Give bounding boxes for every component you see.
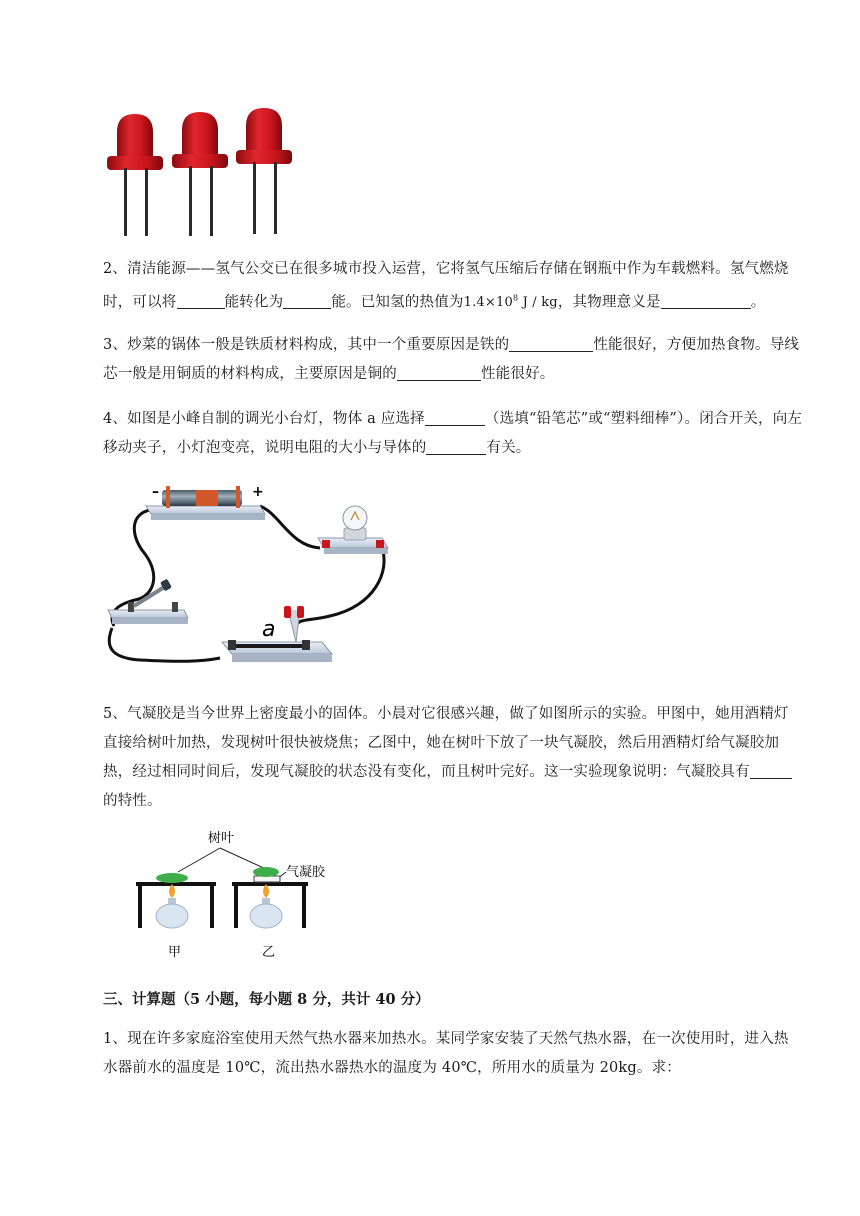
dimmer-board [222, 640, 332, 662]
red-led-icon [107, 114, 163, 236]
circuit-figure [100, 476, 400, 682]
stand-jia [136, 873, 216, 928]
aerogel-label: 气凝胶 [286, 865, 326, 880]
red-led-icon [172, 112, 228, 236]
question-5: 5、气凝胶是当今世界上密度最小的固体。小晨对它很感兴趣，做了如图所示的实验。甲图中，她用酒精灯直接给树叶加热，发现树叶很快被烧焦；乙图中，她在树叶下放了一块气凝胶，然后用酒精灯给气凝胶加热，经过相同时间后，发现气凝胶的状态没有变化，而且树叶完好。这一实验现象说明：气凝胶具有的特性。 [103, 700, 803, 816]
section-3-title: 三、计算题（5 小题，每小题 8 分，共计 40 分） [103, 991, 430, 1008]
leaf-label: 树叶 [208, 831, 235, 846]
flame-icon [263, 884, 269, 898]
question-4: 4、如图是小峰自制的调光小台灯，物体 a 应选择 （选填“铅笔芯”或“塑料细棒”）。闭合开关，向左移动夹子，小灯泡变亮，说明电阻的大小与导体的 有关。 [103, 405, 803, 463]
question-3: 3、炒菜的锅体一般是铁质材料构成，其中一个重要原因是铁的 性能很好，方便加热食物。导线芯一般是用铜质的材料构成，主要原因是铜的 性能很好。 [103, 331, 803, 389]
flame-icon [169, 884, 175, 898]
leaf-icon [253, 867, 279, 877]
aerogel-figure [130, 826, 360, 964]
leaf-icon [156, 873, 188, 883]
calc-question-1: 1、现在许多家庭浴室使用天然气热水器来加热水。某同学家安装了天然气热水器，在一次使用时，进入热水器前水的温度是 10℃，流出热水器热水的温度为 40℃，所用水的质量为 20kg。求： [103, 1031, 789, 1076]
led-figure [100, 104, 300, 238]
lamp-icon [156, 904, 188, 928]
object-a-label: a [262, 617, 276, 642]
battery-minus-label: – [152, 484, 159, 500]
yi-label: 乙 [262, 945, 276, 960]
battery-icon [146, 486, 265, 520]
question-2: 2、清洁能源——氢气公交已在很多城市投入运营，它将氢气压缩后存储在钢瓶中作为车载燃料。氢气燃烧时，可以将 能转化为 能。已知氢的热值为$1.4\times 10^8$ J / kg，其物理意义是 。 [103, 261, 789, 311]
battery-plus-label: + [252, 484, 264, 500]
switch-icon [108, 579, 188, 624]
red-led-icon [236, 108, 292, 234]
bulb-icon [318, 506, 388, 554]
clip-icon [284, 606, 304, 642]
jia-label: 甲 [168, 945, 182, 960]
lamp-icon [250, 904, 282, 928]
